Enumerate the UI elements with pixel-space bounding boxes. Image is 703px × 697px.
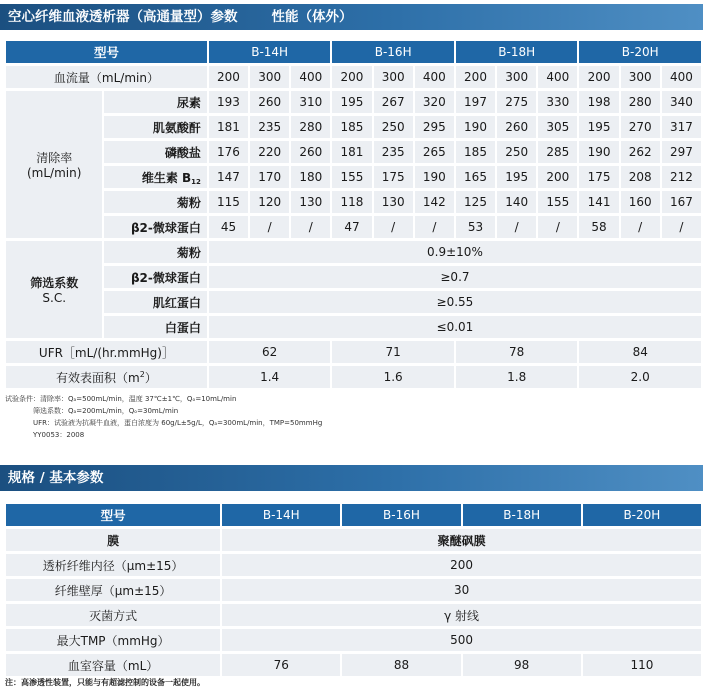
sieving-row [6,241,701,263]
clearance-value: 280 [621,91,660,113]
ufr-value: 84 [579,341,701,363]
clearance-value: 140 [497,191,536,213]
sieving-substance: 肌红蛋白 [104,291,206,313]
substance-subscript: 12 [191,177,201,186]
sieving-substance: 菊粉 [104,241,206,263]
spec-row [6,579,701,601]
clearance-value: 175 [374,166,413,188]
ufr-value: 62 [209,341,331,363]
clearance-value: 130 [374,191,413,213]
area-label-text: 有效表面积（m [56,370,140,385]
clearance-value: 181 [332,141,371,163]
substance-name: 维生素 B [141,170,192,185]
sieving-value: 0.9±10% [209,241,701,263]
test-conditions-notes [5,393,322,441]
model-column-header: B-18H [456,41,578,63]
sieving-substance: 白蛋白 [104,316,206,338]
clearance-value: 147 [209,166,248,188]
clearance-value: 270 [621,116,660,138]
clearance-label: 清除率 (mL/min) [6,91,102,238]
spec-label: 纤维壁厚（μm±15） [6,579,220,601]
clearance-value: 176 [209,141,248,163]
clearance-value: 340 [662,91,701,113]
clearance-substance [104,191,206,213]
clearance-value: 330 [538,91,577,113]
clearance-value: 165 [456,166,495,188]
model-header: 型号 [6,41,207,63]
sieving-substance: β2-微球蛋白 [104,266,206,288]
header-row [6,41,701,63]
clearance-value: 250 [374,116,413,138]
note-line: 试验条件：清除率：Qₐ=500mL/min，温度 37℃±1℃，Qₒ=10mL/min [5,395,237,403]
ufr-value: 78 [456,341,578,363]
clearance-value: 250 [497,141,536,163]
clearance-row [6,191,701,213]
clearance-value: 195 [332,91,371,113]
clearance-value: 193 [209,91,248,113]
clearance-value: 155 [332,166,371,188]
clearance-value: 208 [621,166,660,188]
sieving-row [6,291,701,313]
clearance-value: 235 [374,141,413,163]
clearance-value: 155 [538,191,577,213]
clearance-substance [104,216,206,238]
substance-name: 肌氨酸酐 [152,120,201,135]
clearance-value: / [250,216,289,238]
spec-model-column-header: B-14H [222,504,340,526]
clearance-row [6,216,701,238]
ufr-row [6,341,701,363]
section-title: 规格 / 基本参数 [8,470,104,486]
area-value: 2.0 [579,366,701,388]
note-line: YY0053：2008 [33,431,85,439]
volume-row [6,654,701,676]
spec-label: 膜 [6,529,220,551]
model-column-header: B-20H [579,41,701,63]
clearance-value: 190 [456,116,495,138]
clearance-value: 235 [250,116,289,138]
flow-value: 400 [662,66,701,88]
flow-value: 300 [621,66,660,88]
spec-model-header: 型号 [6,504,220,526]
clearance-value: 310 [291,91,330,113]
clearance-value: 190 [579,141,618,163]
clearance-value: 260 [497,116,536,138]
spec-value: 500 [222,629,701,651]
clearance-value: 53 [456,216,495,238]
flow-value: 400 [415,66,454,88]
section-title: 空心纤维血液透析器（高通量型）参数 [8,9,238,25]
section-banner-spec [0,465,703,491]
sieving-value: ≤0.01 [209,316,701,338]
ufr-label: UFR［mL/(hr.mmHg)］ [6,341,207,363]
clearance-value: 285 [538,141,577,163]
clearance-value: / [538,216,577,238]
ufr-value: 71 [332,341,454,363]
area-label-end: ） [144,370,157,385]
clearance-substance [104,141,206,163]
clearance-value: 47 [332,216,371,238]
clearance-value: 170 [250,166,289,188]
flow-value: 200 [332,66,371,88]
clearance-value: 295 [415,116,454,138]
clearance-value: 260 [291,141,330,163]
volume-label: 血室容量（mL） [6,654,220,676]
clearance-value: 275 [497,91,536,113]
clearance-row [6,116,701,138]
spec-row [6,629,701,651]
clearance-value: 130 [291,191,330,213]
clearance-value: / [662,216,701,238]
area-value: 1.8 [456,366,578,388]
clearance-value: 262 [621,141,660,163]
spec-label: 透析纤维内径（μm±15） [6,554,220,576]
spec-table [4,501,703,679]
clearance-value: / [497,216,536,238]
area-value: 1.4 [209,366,331,388]
flow-value: 400 [538,66,577,88]
substance-name: 尿素 [176,95,201,110]
clearance-value: 195 [579,116,618,138]
spec-model-column-header: B-20H [583,504,701,526]
clearance-value: 200 [538,166,577,188]
clearance-value: 180 [291,166,330,188]
note-line: UFR：试验液为抗凝牛血液，蛋白浓度为 60g/L±5g/L，Qₐ=300mL/min，TMP=50mmHg [33,419,323,427]
clearance-value: 141 [579,191,618,213]
spec-label: 最大TMP（mmHg） [6,629,220,651]
flow-value: 300 [497,66,536,88]
clearance-row [6,166,701,188]
clearance-row [6,91,701,113]
substance-name: 菊粉 [176,195,201,210]
clearance-value: 197 [456,91,495,113]
section-banner-performance [0,4,703,30]
spec-row [6,554,701,576]
area-label [6,366,207,388]
sieving-value: ≥0.55 [209,291,701,313]
clearance-value: 265 [415,141,454,163]
clearance-value: 198 [579,91,618,113]
clearance-value: 45 [209,216,248,238]
spec-value: 30 [222,579,701,601]
clearance-value: 212 [662,166,701,188]
flow-value: 200 [209,66,248,88]
spec-label: 灭菌方式 [6,604,220,626]
flow-label: 血流量（mL/min） [6,66,207,88]
clearance-value: / [374,216,413,238]
clearance-value: 118 [332,191,371,213]
spec-row [6,529,701,551]
volume-value: 110 [583,654,701,676]
section-subtitle: 性能（体外） [271,9,353,25]
clearance-value: 167 [662,191,701,213]
clearance-row [6,141,701,163]
clearance-value: 181 [209,116,248,138]
area-row [6,366,701,388]
spec-header-row [6,504,701,526]
spec-model-column-header: B-18H [463,504,581,526]
area-label-sup: 2 [139,369,145,379]
clearance-value: 115 [209,191,248,213]
clearance-value: 160 [621,191,660,213]
volume-value: 76 [222,654,340,676]
flow-value: 400 [291,66,330,88]
clearance-value: 185 [332,116,371,138]
clearance-value: / [415,216,454,238]
clearance-value: 185 [456,141,495,163]
substance-name: β2-微球蛋白 [130,220,201,235]
sieving-row [6,316,701,338]
clearance-value: 297 [662,141,701,163]
clearance-value: 120 [250,191,289,213]
sieving-label-abbr: S.C. [42,291,67,305]
clearance-value: 280 [291,116,330,138]
clearance-value: 175 [579,166,618,188]
volume-value: 88 [342,654,460,676]
clearance-value: 220 [250,141,289,163]
spec-row [6,604,701,626]
sieving-row [6,266,701,288]
spec-value: 200 [222,554,701,576]
flow-value: 200 [456,66,495,88]
area-value: 1.6 [332,366,454,388]
spec-value: γ 射线 [222,604,701,626]
flow-row [6,66,701,88]
spec-value: 聚醚砜膜 [222,529,701,551]
clearance-value: 195 [497,166,536,188]
clearance-value: 305 [538,116,577,138]
substance-name: 磷酸盐 [164,145,201,160]
spec-model-column-header: B-16H [342,504,460,526]
flow-value: 300 [250,66,289,88]
clearance-value: 260 [250,91,289,113]
clearance-value: / [291,216,330,238]
clearance-value: / [621,216,660,238]
clearance-substance [104,166,206,188]
performance-table [4,38,703,391]
volume-value: 98 [463,654,581,676]
clearance-value: 142 [415,191,454,213]
clearance-value: 190 [415,166,454,188]
sieving-value: ≥0.7 [209,266,701,288]
flow-value: 300 [374,66,413,88]
sieving-label [6,241,102,338]
clearance-substance [104,116,206,138]
clearance-value: 58 [579,216,618,238]
note-line: 筛选系数：Qₐ=200mL/min，Qₒ=30mL/min [33,407,179,415]
model-column-header: B-16H [332,41,454,63]
flow-value: 200 [579,66,618,88]
clearance-value: 125 [456,191,495,213]
clearance-value: 267 [374,91,413,113]
clearance-value: 320 [415,91,454,113]
clearance-substance [104,91,206,113]
footnote: 注：高渗透性装置，只能与有超滤控制的设备一起使用。 [5,678,205,687]
model-column-header: B-14H [209,41,331,63]
sieving-label-cn: 筛选系数 [30,276,79,290]
clearance-value: 317 [662,116,701,138]
